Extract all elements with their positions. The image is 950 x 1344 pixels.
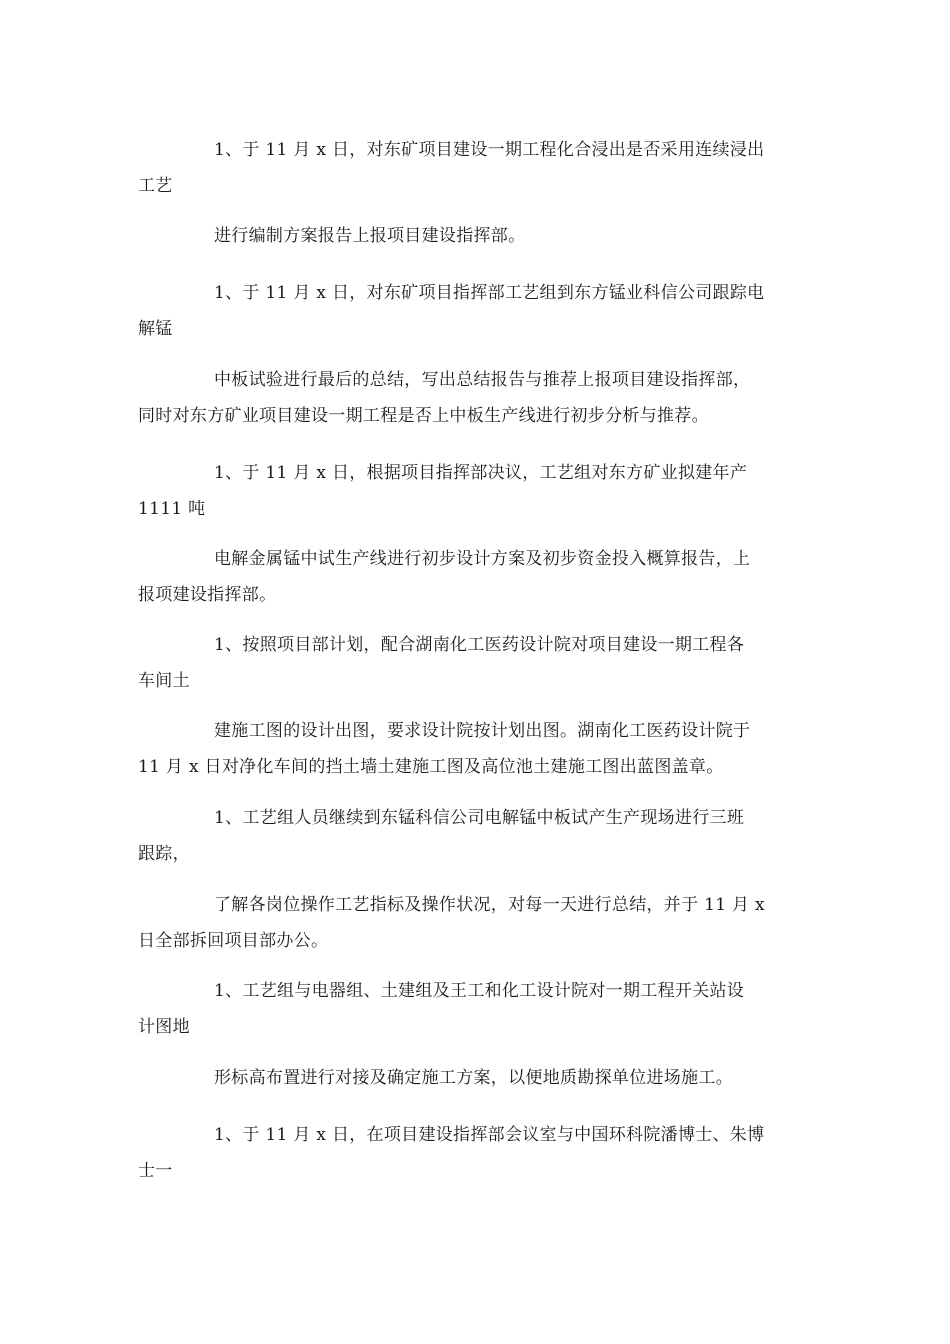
paragraph-12: [138, 1060, 818, 1096]
paragraph-6: [138, 541, 818, 613]
paragraph-line: 车间土: [138, 671, 190, 691]
paragraph-line: 跟踪，: [138, 844, 190, 864]
paragraph-line: 1、工艺组人员继续到东锰科信公司电解锰中板试产生产现场进行三班: [214, 808, 745, 828]
paragraph-line: 1111 吨: [138, 499, 206, 519]
paragraph-line: 了解各岗位操作工艺指标及操作状况，对每一天进行总结，并于 11 月 x: [214, 895, 765, 915]
paragraph-2: [138, 218, 818, 254]
paragraph-line: 中板试验进行最后的总结，写出总结报告与推荐上报项目建设指挥部，: [214, 370, 751, 390]
paragraph-10: [138, 887, 818, 959]
paragraph-line: 1、于 11 月 x 日，对东矿项目指挥部工艺组到东方锰业科信公司跟踪电: [214, 283, 765, 303]
paragraph-4: [138, 362, 818, 434]
paragraph-line: 解锰: [138, 319, 173, 339]
paragraph-line: 工艺: [138, 176, 173, 196]
paragraph-line: 同时对东方矿业项目建设一期工程是否上中板生产线进行初步分析与推荐。: [138, 406, 709, 426]
paragraph-line: 电解金属锰中试生产线进行初步设计方案及初步资金投入概算报告，上: [214, 549, 751, 569]
paragraph-line: 建施工图的设计出图，要求设计院按计划出图。湖南化工医药设计院于: [214, 721, 751, 741]
paragraph-7: [138, 627, 818, 699]
paragraph-line: 11 月 x 日对净化车间的挡土墙土建施工图及高位池土建施工图出蓝图盖章。: [138, 757, 724, 777]
paragraph-line: 1、于 11 月 x 日，根据项目指挥部决议，工艺组对东方矿业拟建年产: [214, 463, 748, 483]
paragraph-5: [138, 455, 818, 527]
paragraph-line: 1、按照项目部计划，配合湖南化工医药设计院对项目建设一期工程各: [214, 635, 745, 655]
paragraph-line: 进行编制方案报告上报项目建设指挥部。: [214, 226, 526, 246]
paragraph-3: [138, 275, 818, 347]
paragraph-9: [138, 800, 818, 872]
paragraph-line: 1、于 11 月 x 日，对东矿项目建设一期工程化合浸出是否采用连续浸出: [214, 140, 765, 160]
paragraph-line: 1、工艺组与电器组、土建组及王工和化工设计院对一期工程开关站设: [214, 981, 745, 1001]
paragraph-line: 1、于 11 月 x 日，在项目建设指挥部会议室与中国环科院潘博士、朱博: [214, 1125, 765, 1145]
paragraph-line: 士一: [138, 1161, 173, 1181]
paragraph-line: 形标高布置进行对接及确定施工方案，以便地质勘探单位进场施工。: [214, 1068, 733, 1088]
paragraph-13: [138, 1117, 818, 1189]
paragraph-line: 日全部拆回项目部办公。: [138, 931, 329, 951]
paragraph-11: [138, 973, 818, 1045]
paragraph-1: [138, 132, 818, 204]
paragraph-line: 计图地: [138, 1017, 190, 1037]
paragraph-line: 报项建设指挥部。: [138, 585, 277, 605]
paragraph-8: [138, 713, 818, 785]
